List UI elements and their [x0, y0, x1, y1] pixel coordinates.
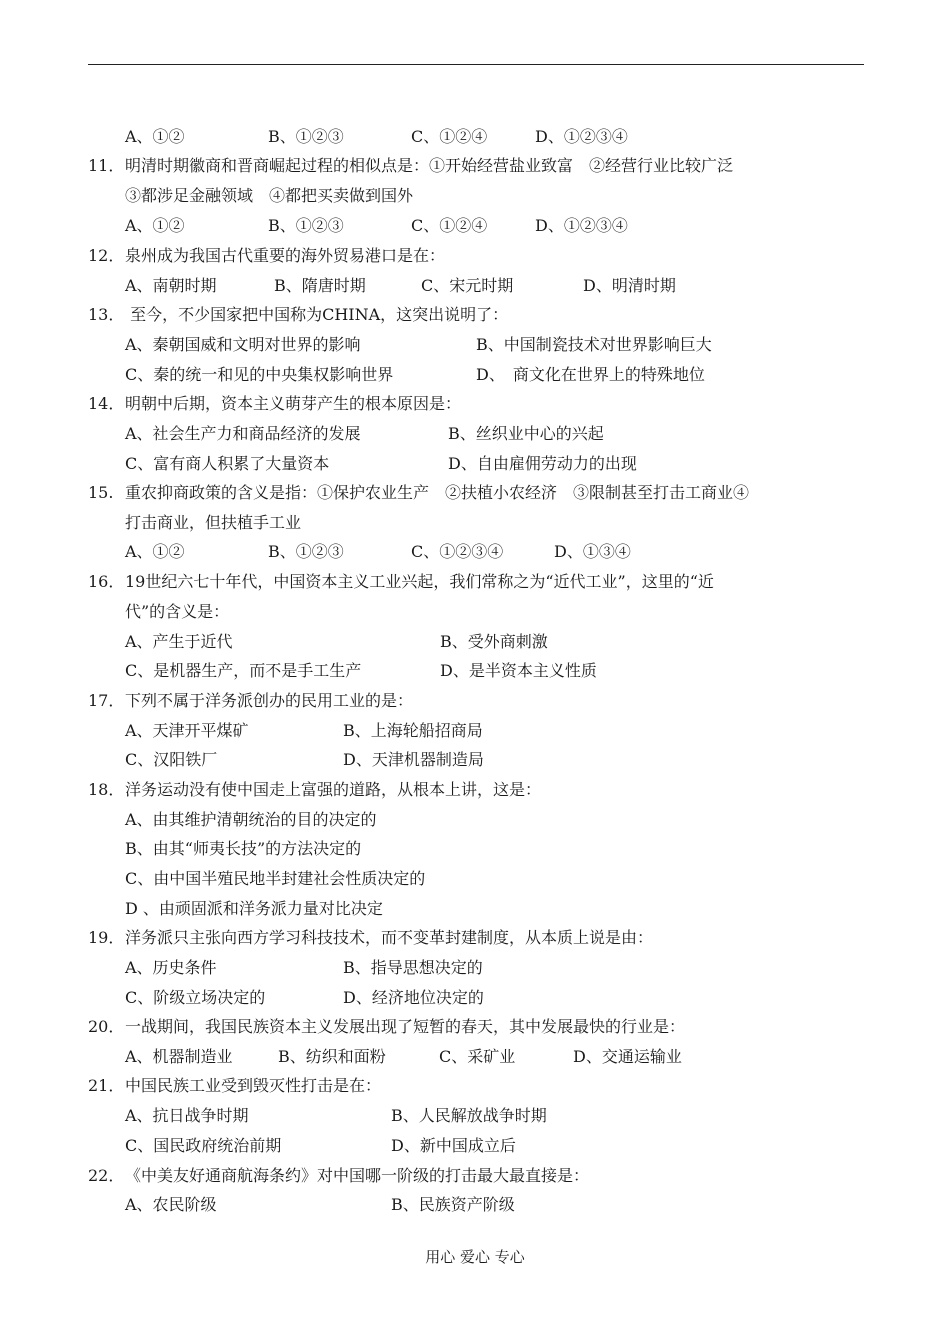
question-stem: 泉州成为我国古代重要的海外贸易港口是在： — [125, 246, 446, 265]
text-line: A、由其维护清朝统治的目的决定的 — [125, 810, 377, 829]
question-number: 20． — [88, 1017, 125, 1036]
question-number: 16． — [88, 572, 125, 591]
question-stem: 洋务运动没有使中国走上富强的道路，从根本上讲，这是： — [125, 780, 542, 799]
answer-option: C、秦的统一和见的中央集权影响世界 — [125, 365, 394, 384]
answer-option: A、南朝时期 — [125, 276, 217, 295]
answer-option: C、①②③④ — [411, 542, 504, 561]
answer-option: B、中国制瓷技术对世界影响巨大 — [476, 335, 712, 354]
answer-option: B、指导思想决定的 — [343, 958, 483, 977]
question-stem: 下列不属于洋务派创办的民用工业的是： — [125, 691, 414, 710]
question-stem: 一战期间，我国民族资本主义发展出现了短暂的春天，其中发展最快的行业是： — [125, 1017, 686, 1036]
answer-option: B、隋唐时期 — [274, 276, 366, 295]
answer-option: D、①②③④ — [535, 216, 628, 235]
answer-option: D、新中国成立后 — [391, 1136, 516, 1155]
answer-option: C、汉阳铁厂 — [125, 750, 218, 769]
answer-option: B、人民解放战争时期 — [391, 1106, 547, 1125]
answer-option: A、抗日战争时期 — [125, 1106, 249, 1125]
question-number: 12． — [88, 246, 125, 265]
answer-option: A、天津开平煤矿 — [125, 721, 249, 740]
page-footer: 用心 爱心 专心 — [425, 1248, 525, 1266]
answer-option: A、农民阶级 — [125, 1195, 217, 1214]
question-stem: 中国民族工业受到毁灭性打击是在： — [125, 1076, 382, 1095]
answer-option: D、①②③④ — [535, 127, 628, 146]
answer-option: B、①②③ — [268, 542, 344, 561]
question-stem: 明朝中后期，资本主义萌芽产生的根本原因是： — [125, 394, 462, 413]
answer-option: A、社会生产力和商品经济的发展 — [125, 424, 361, 443]
answer-option: C、①②④ — [411, 216, 488, 235]
text-line: 打击商业，但扶植手工业 — [125, 513, 302, 532]
text-line: C、由中国半殖民地半封建社会性质决定的 — [125, 869, 426, 888]
answer-option: A、①② — [125, 127, 185, 146]
answer-option: C、富有商人积累了大量资本 — [125, 454, 330, 473]
question-stem: 明清时期徽商和晋商崛起过程的相似点是：①开始经营盐业致富 ②经营行业比较广泛 — [125, 156, 734, 175]
answer-option: D、是半资本主义性质 — [440, 661, 597, 680]
answer-option: A、历史条件 — [125, 958, 217, 977]
question-number: 11． — [88, 156, 125, 175]
question-number: 13． — [88, 305, 125, 324]
question-number: 19． — [88, 928, 125, 947]
question-stem: 重农抑商政策的含义是指：①保护农业生产 ②扶植小农经济 ③限制甚至打击工商业④ — [125, 483, 750, 502]
answer-option: D、自由雇佣劳动力的出现 — [448, 454, 637, 473]
question-number: 14． — [88, 394, 125, 413]
question-number: 22． — [88, 1166, 125, 1185]
answer-option: A、①② — [125, 542, 185, 561]
answer-option: C、①②④ — [411, 127, 488, 146]
answer-option: B、受外商刺激 — [440, 632, 548, 651]
answer-option: A、秦朝国威和文明对世界的影响 — [125, 335, 361, 354]
answer-option: D、天津机器制造局 — [343, 750, 484, 769]
question-stem: 《中美友好通商航海条约》对中国哪一阶级的打击最大最直接是： — [125, 1166, 590, 1185]
question-number: 15. — [88, 483, 114, 502]
answer-option: B、①②③ — [268, 127, 344, 146]
answer-option: A、产生于近代 — [125, 632, 233, 651]
answer-option: B、①②③ — [268, 216, 344, 235]
answer-option: B、丝织业中心的兴起 — [448, 424, 604, 443]
answer-option: C、阶级立场决定的 — [125, 988, 266, 1007]
question-number: 17． — [88, 691, 125, 710]
answer-option: D、明清时期 — [583, 276, 676, 295]
text-line: ③都涉足金融领域 ④都把买卖做到国外 — [125, 186, 414, 205]
answer-option: B、纺织和面粉 — [278, 1047, 386, 1066]
answer-option: C、国民政府统治前期 — [125, 1136, 282, 1155]
question-stem: 洋务派只主张向西方学习科技技术，而不变革封建制度，从本质上说是由： — [125, 928, 654, 947]
answer-option: D、 商文化在世界上的特殊地位 — [476, 365, 705, 384]
answer-option: C、采矿业 — [439, 1047, 516, 1066]
answer-option: B、民族资产阶级 — [391, 1195, 515, 1214]
answer-option: A、机器制造业 — [125, 1047, 233, 1066]
answer-option: D、①③④ — [554, 542, 631, 561]
answer-option: C、宋元时期 — [421, 276, 514, 295]
answer-option: D、交通运输业 — [573, 1047, 682, 1066]
header-rule — [88, 64, 864, 65]
answer-option: C、是机器生产，而不是手工生产 — [125, 661, 362, 680]
answer-option: B、上海轮船招商局 — [343, 721, 483, 740]
question-number: 18． — [88, 780, 125, 799]
answer-option: A、①② — [125, 216, 185, 235]
question-stem: 至今，不少国家把中国称为CHINA，这突出说明了： — [125, 305, 509, 324]
text-line: 代”的含义是： — [125, 602, 230, 621]
question-number: 21． — [88, 1076, 125, 1095]
text-line: D 、由顽固派和洋务派力量对比决定 — [125, 899, 383, 918]
text-line: B、由其“师夷长技”的方法决定的 — [125, 839, 362, 858]
question-stem: 19世纪六七十年代，中国资本主义工业兴起，我们常称之为“近代工业”，这里的“近 — [125, 572, 714, 591]
answer-option: D、经济地位决定的 — [343, 988, 484, 1007]
